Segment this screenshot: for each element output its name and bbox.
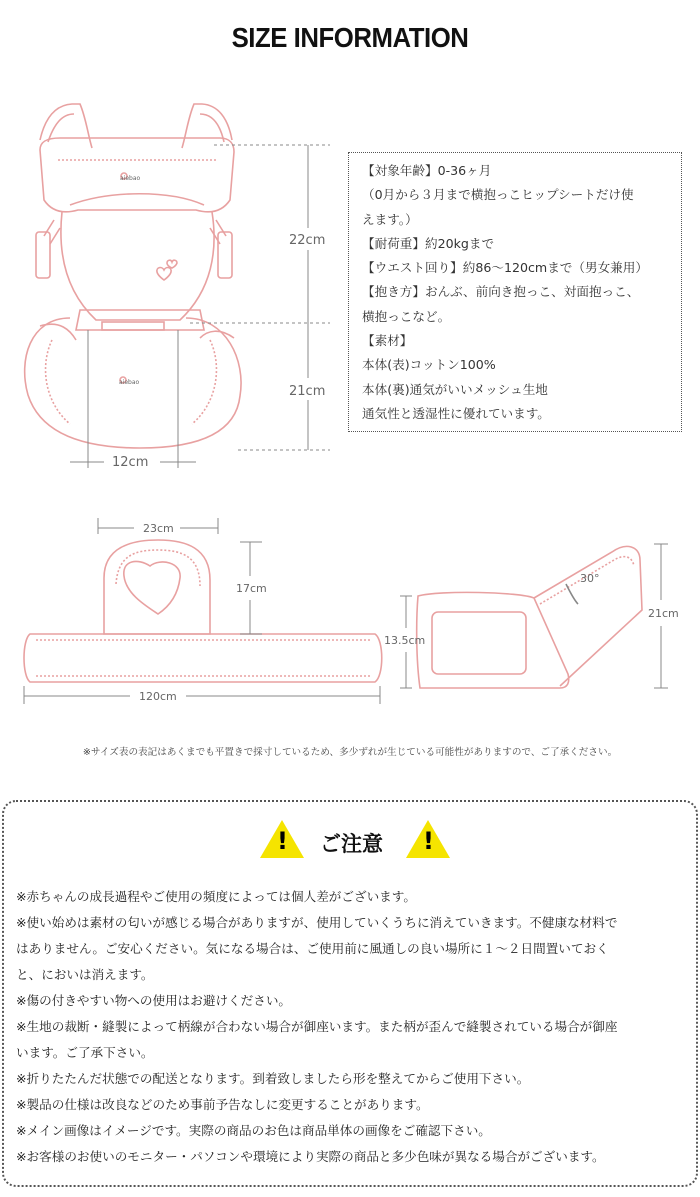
caution-list — [16, 884, 692, 1170]
caution-line: ※赤ちゃんの成長過程やご使用の頻度によっては個人差がございます。 — [16, 889, 416, 904]
warning-mark: ! — [423, 827, 434, 855]
warning-icon-left — [260, 820, 304, 858]
caution-line: ※使い始めは素材の匂いが感じる場合がありますが、使用していくうちに消えていきます。不健康な材料で — [16, 915, 618, 930]
spec-line: えます。） — [362, 211, 418, 227]
caution-title: ご注意 — [320, 832, 383, 856]
spec-line: 【対象年齢】0-36ヶ月 — [362, 163, 492, 178]
caution-line: はありません。ご安心ください。気になる場合は、ご使用前に風通しの良い場所に１～２日間置いておく — [16, 941, 609, 956]
spec-line: 本体(表)コットン100% — [362, 357, 496, 373]
caution-line: ※メイン画像はイメージです。実際の商品のお色は商品単体の画像をご確認下さい。 — [16, 1123, 491, 1138]
spec-line: 【素材】 — [362, 333, 413, 349]
dim-width: 12cm — [112, 455, 149, 470]
caution-line: います。ご了承下さい。 — [16, 1045, 154, 1060]
caution-line: ※製品の仕様は改良などのため事前予告なしに変更することがあります。 — [16, 1097, 429, 1112]
dim-height-upper: 22cm — [289, 233, 326, 248]
spec-line: 【抱き方】おんぶ、前向き抱っこ、対面抱っこ、 — [362, 284, 640, 300]
dim-width-top: 23cm — [143, 522, 174, 535]
spec-box — [348, 152, 682, 432]
spec-line: 通気性と透湿性に優れています。 — [362, 405, 550, 421]
caution-line: ※傷の付きやすい物への使用はお避けください。 — [16, 993, 292, 1008]
caution-line: ※生地の裁断・縫製によって柄線が合わない場合が御座います。また柄が歪んで縫製されている場合が御座 — [16, 1019, 618, 1034]
dim-side-height: 13.5cm — [384, 634, 426, 647]
logo-text-lower: aiebao — [119, 379, 140, 386]
logo-text-upper: aiebao — [120, 175, 141, 182]
dim-height-lower: 21cm — [289, 384, 326, 399]
dim-belt-length: 120cm — [139, 690, 177, 703]
spec-line: （0月から３月まで横抱っこヒップシートだけ使 — [362, 187, 634, 203]
spec-line: 【ウエスト回り】約86～120cmまで（男女兼用） — [362, 260, 648, 276]
caution-line: と、においは消えます。 — [16, 967, 154, 982]
dim-total-height: 21cm — [648, 607, 679, 620]
caution-line: ※お客様のお使いのモニター・パソコンや環境により実際の商品と多少色味が異なる場合がございます。 — [16, 1149, 605, 1164]
dim-height-mid: 17cm — [236, 582, 267, 595]
size-note: ※サイズ表の表記はあくまでも平置きで採寸しているため、多少ずれが生じている可能性がありますので、ご了承ください。 — [82, 747, 618, 758]
spec-line: 横抱っこなど。 — [362, 308, 451, 324]
page-title: SIZE INFORMATION — [231, 22, 469, 53]
warning-mark: ! — [277, 827, 288, 855]
warning-icon-right — [406, 820, 450, 858]
caution-line: ※折りたたんだ状態での配送となります。到着致しましたら形を整えてからご使用下さい。 — [16, 1071, 530, 1086]
spec-line: 【耐荷重】約20kgまで — [362, 235, 495, 251]
spec-line: 本体(裏)通気がいいメッシュ生地 — [362, 381, 548, 397]
dim-angle: 30° — [580, 572, 600, 585]
